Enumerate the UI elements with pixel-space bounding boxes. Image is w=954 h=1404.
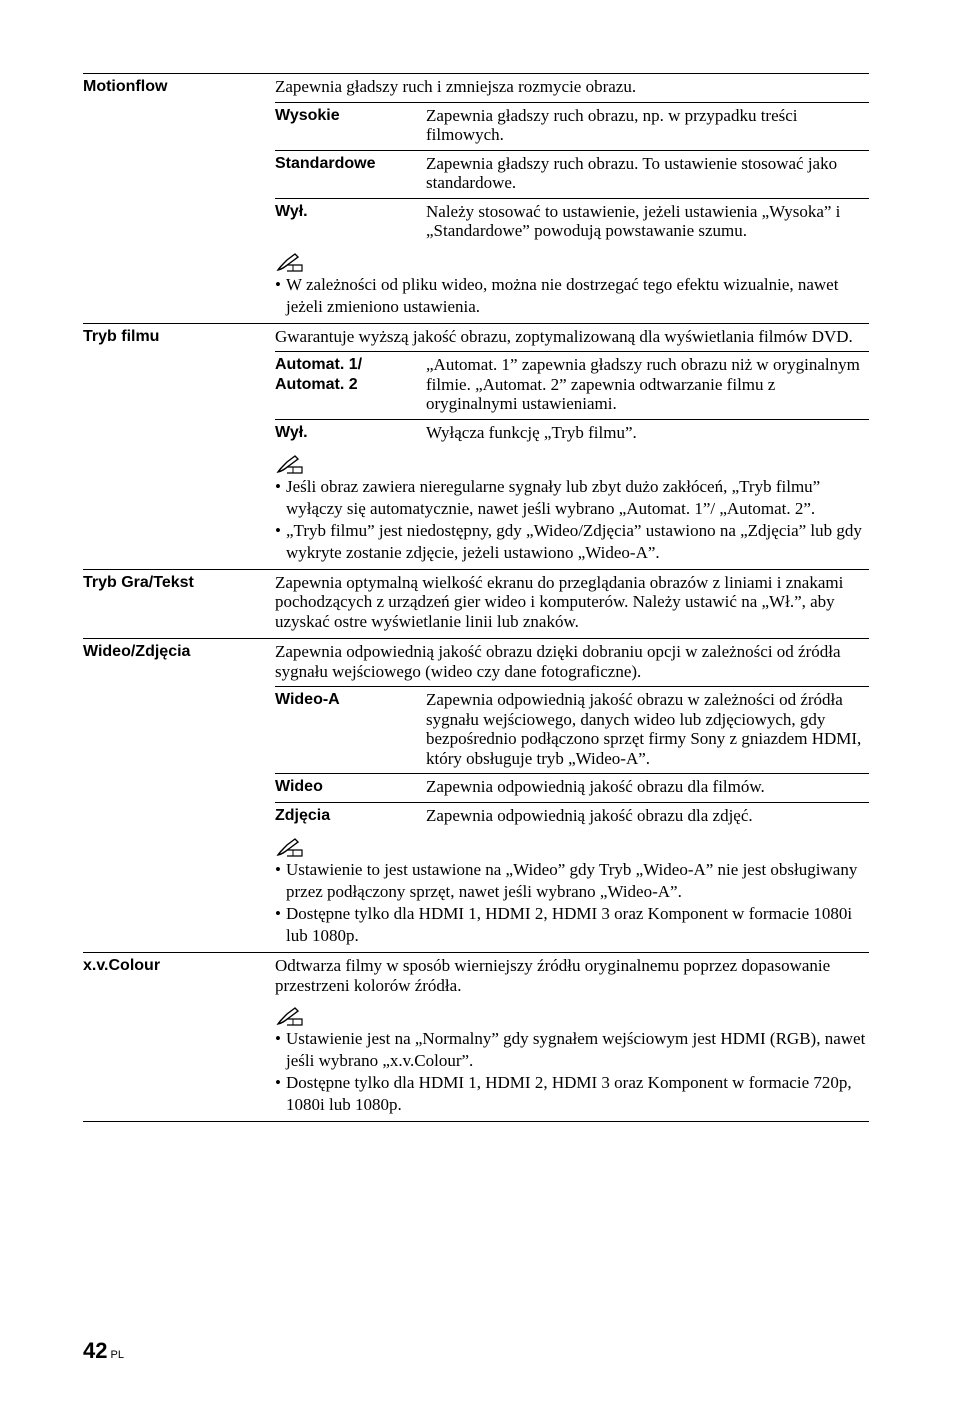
pencil-note-icon <box>275 252 305 272</box>
option-row <box>275 102 869 150</box>
option-name: Standardowe <box>275 154 376 172</box>
option-name: Wysokie <box>275 106 340 124</box>
option-description: Zapewnia odpowiednią jakość obrazu dla zdjęć. <box>426 806 753 825</box>
note-item <box>275 520 869 564</box>
option-description: Wyłącza funkcję „Tryb filmu”. <box>426 422 637 442</box>
note-item <box>275 903 869 947</box>
bullet: • <box>275 274 281 294</box>
section-body <box>275 570 869 639</box>
option-name: Wył. <box>275 202 308 220</box>
option-name: Wideo-A <box>275 691 340 708</box>
note-item <box>275 859 869 903</box>
bullet: • <box>275 476 281 496</box>
option-row <box>275 686 869 773</box>
note-text: Dostępne tylko dla HDMI 1, HDMI 2, HDMI 3 oraz Komponent w formacie 1080i lub 1080p. <box>286 904 853 945</box>
section <box>83 569 869 639</box>
page-language-code: PL <box>110 1349 124 1361</box>
section-description: Odtwarza filmy w sposób wierniejszy źródłu oryginalnemu poprzez dopasowanie przestrzeni kolorów źródła. <box>275 956 831 995</box>
notes-list <box>275 476 869 567</box>
pencil-note-icon <box>275 1006 305 1026</box>
note-text: „Tryb filmu” jest niedostępny, gdy „Wideo/Zdjęcia” ustawiono na „Zdjęcia” lub gdy wykryte zostanie zdjęcie, jeżeli ustawiono „Wideo-A”. <box>286 520 862 562</box>
bullet: • <box>275 1073 281 1092</box>
section <box>83 73 869 323</box>
page-number-value: 42 <box>83 1338 108 1363</box>
section-description: Gwarantuje wyższą jakość obrazu, zoptymalizowaną dla wyświetlania filmów DVD. <box>275 326 853 346</box>
section <box>83 323 869 569</box>
bullet: • <box>275 904 281 923</box>
option-row <box>275 802 869 831</box>
section <box>83 952 869 1122</box>
note-item <box>275 476 869 520</box>
note-item <box>275 1072 869 1116</box>
pencil-note-icon <box>275 837 305 857</box>
note-text: Ustawienie to jest ustawione na „Wideo” gdy Tryb „Wideo-A” nie jest obsługiwany przez podłączony sprzęt, nawet jeśli wybrano „Wideo-A”. <box>286 860 858 901</box>
option-name: Wył. <box>275 423 308 441</box>
section-body <box>275 953 869 1121</box>
note-item <box>275 274 869 318</box>
option-description: Zapewnia odpowiednią jakość obrazu w zależności od źródła sygnału wejściowego, danych wideo lub zdjęciowych, gdy bezpośrednio podłączono sprzęt firmy Sony z gniazdem HDMI, który obsługuje tryb „Wideo-A”. <box>426 690 862 768</box>
note-item <box>275 1028 869 1072</box>
section-title: x.v.Colour <box>83 957 161 974</box>
note-text: Jeśli obraz zawiera nieregularne sygnały lub zbyt dużo zakłóceń, „Tryb filmu” wyłączy się automatycznie, nawet jeśli wybrano „Automat. 1”/ „Automat. 2”. <box>286 476 821 518</box>
section-body <box>275 639 869 952</box>
option-name: Wideo <box>275 778 323 795</box>
section-title: Motionflow <box>83 78 168 95</box>
notes-list <box>275 859 869 950</box>
section-description: Zapewnia optymalną wielkość ekranu do przeglądania obrazów z liniami i znakami pochodzących z urządzeń gier wideo i komputerów. Należy ustawić na „Wł.”, aby uzyskać ostre wyświetlanie linii lub znaków. <box>275 572 844 631</box>
pencil-note-icon <box>275 454 305 474</box>
section-body <box>275 74 869 323</box>
option-name: Zdjęcia <box>275 807 331 824</box>
option-row <box>275 773 869 802</box>
bullet: • <box>275 1029 281 1048</box>
section-title: Wideo/Zdjęcia <box>83 643 191 660</box>
section-description: Zapewnia gładszy ruch i zmniejsza rozmycie obrazu. <box>275 77 637 96</box>
option-row <box>275 198 869 246</box>
section-description: Zapewnia odpowiednią jakość obrazu dzięki dobraniu opcji w zależności od źródła sygnału wejściowego (wideo czy dane fotograficzne). <box>275 642 841 681</box>
option-name: Automat. 1/ Automat. 2 <box>275 356 363 393</box>
option-description: Zapewnia odpowiednią jakość obrazu dla filmów. <box>426 777 765 796</box>
section-body <box>275 324 869 569</box>
bullet: • <box>275 860 281 879</box>
section-title: Tryb Gra/Tekst <box>83 573 194 591</box>
bullet: • <box>275 520 281 540</box>
notes-list <box>275 1028 869 1119</box>
option-description: Należy stosować to ustawienie, jeżeli ustawienia „Wysoka” i „Standardowe” powodują powstawanie szumu. <box>426 201 841 240</box>
section-title: Tryb filmu <box>83 327 160 345</box>
note-text: W zależności od pliku wideo, można nie dostrzegać tego efektu wizualnie, nawet jeżeli zmieniono ustawienia. <box>286 274 839 316</box>
section <box>83 638 869 952</box>
notes-list <box>275 274 869 321</box>
option-description: Zapewnia gładszy ruch obrazu, np. w przypadku treści filmowych. <box>426 105 798 144</box>
note-text: Ustawienie jest na „Normalny” gdy sygnałem wejściowym jest HDMI (RGB), nawet jeśli wybrano „x.v.Colour”. <box>286 1029 866 1070</box>
option-description: Zapewnia gładszy ruch obrazu. To ustawienie stosować jako standardowe. <box>426 153 838 192</box>
settings-table <box>83 73 869 1122</box>
option-row <box>275 150 869 198</box>
option-row <box>275 419 869 448</box>
page-number <box>83 1338 124 1364</box>
option-row <box>275 351 869 419</box>
option-description: „Automat. 1” zapewnia gładszy ruch obrazu niż w oryginalnym filmie. „Automat. 2” zapewnia odtwarzanie filmu z oryginalnymi ustawieniami. <box>426 355 860 413</box>
note-text: Dostępne tylko dla HDMI 1, HDMI 2, HDMI 3 oraz Komponent w formacie 720p, 1080i lub 1080p. <box>286 1073 852 1114</box>
